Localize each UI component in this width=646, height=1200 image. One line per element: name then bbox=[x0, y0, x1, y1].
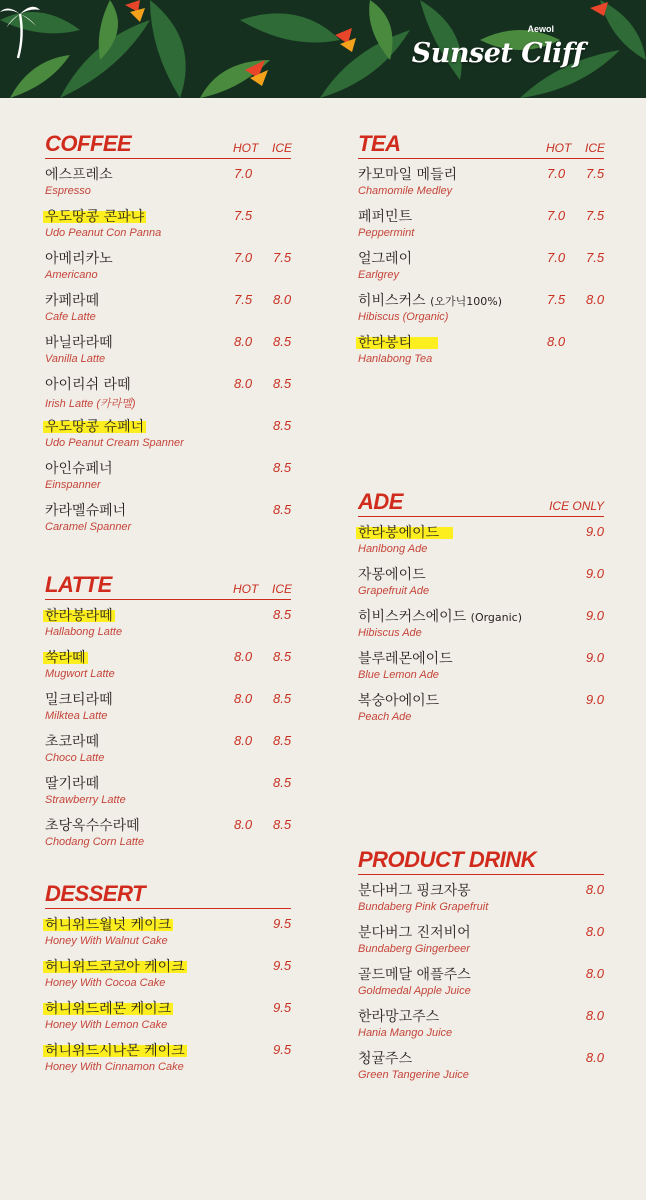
latte-header bbox=[45, 567, 291, 600]
item-name-en: Bundaberg Pink Grapefruit bbox=[358, 901, 489, 913]
price-hot: 7.5 bbox=[234, 208, 253, 223]
price-ice: 8.5 bbox=[273, 733, 292, 748]
dessert-section bbox=[45, 876, 291, 1077]
item-name-en: Hania Mango Juice bbox=[358, 1027, 453, 1039]
item-name-en: Goldmedal Apple Juice bbox=[358, 985, 471, 997]
price-hot: 8.0 bbox=[234, 817, 253, 832]
item-tag: (Organic) bbox=[470, 611, 523, 624]
price-ice: 8.0 bbox=[273, 292, 292, 307]
dessert-header bbox=[45, 876, 291, 909]
price: 9.5 bbox=[273, 1000, 292, 1015]
item-name-en: Honey With Cocoa Cake bbox=[45, 977, 166, 989]
ice-label: ICE bbox=[272, 141, 293, 155]
price-hot: 7.0 bbox=[547, 166, 566, 181]
left-column bbox=[45, 126, 291, 1077]
item-name-kr: 우도땅콩 슈페너 bbox=[43, 416, 146, 436]
item-name-kr: 에스프레소 bbox=[45, 167, 113, 183]
item-name-en: Strawberry Latte bbox=[45, 794, 126, 806]
item-name-en: Einspanner bbox=[45, 479, 101, 491]
item-name-en: Vanilla Latte bbox=[45, 353, 106, 365]
price-hot: 8.0 bbox=[547, 334, 566, 349]
item-name-kr: 자몽에이드 bbox=[358, 567, 426, 583]
menu-item bbox=[358, 643, 604, 685]
brand-subtitle: Aewol bbox=[527, 24, 554, 34]
menu-item bbox=[45, 993, 291, 1035]
item-name-en: Espresso bbox=[45, 185, 91, 197]
section-title: COFFEE bbox=[45, 131, 132, 156]
tea-header bbox=[358, 126, 604, 159]
price-ice: 7.5 bbox=[273, 250, 292, 265]
item-name-kr: 아메리카노 bbox=[45, 251, 113, 267]
price-ice: 8.5 bbox=[273, 334, 292, 349]
menu-item bbox=[45, 1035, 291, 1077]
price-ice: 7.5 bbox=[586, 208, 605, 223]
item-name-en: Honey With Lemon Cake bbox=[45, 1019, 168, 1031]
price: 9.5 bbox=[273, 958, 292, 973]
item-name-en: Udo Peanut Cream Spanner bbox=[45, 437, 184, 449]
palm-tree-icon bbox=[0, 0, 40, 60]
product-drink-header bbox=[358, 842, 604, 875]
price-hot: 8.0 bbox=[234, 649, 253, 664]
price-ice: 7.5 bbox=[586, 250, 605, 265]
menu-item bbox=[358, 1001, 604, 1043]
menu-item bbox=[45, 951, 291, 993]
price: 9.0 bbox=[585, 608, 604, 623]
price-ice: 8.5 bbox=[273, 502, 292, 517]
hot-label: HOT bbox=[546, 141, 572, 155]
item-name-en: Blue Lemon Ade bbox=[358, 669, 439, 681]
ice-only-label: ICE ONLY bbox=[549, 499, 604, 513]
item-tag: (오가닉100%) bbox=[430, 295, 502, 308]
price-ice: 8.5 bbox=[273, 775, 292, 790]
menu-item bbox=[358, 875, 604, 917]
item-name-kr: 아이리쉬 라떼 bbox=[45, 377, 131, 393]
item-name-en: Americano bbox=[45, 269, 98, 281]
price-ice: 8.5 bbox=[273, 376, 292, 391]
item-name-en: Hallabong Latte bbox=[45, 626, 123, 638]
item-name-en: Hibiscus Ade bbox=[358, 627, 422, 639]
hot-label: HOT bbox=[233, 582, 259, 596]
item-name-en: Honey With Walnut Cake bbox=[45, 935, 168, 947]
price-ice: 8.5 bbox=[273, 418, 292, 433]
price-hot: 8.0 bbox=[234, 691, 253, 706]
price: 9.0 bbox=[585, 524, 604, 539]
right-column bbox=[358, 126, 604, 1085]
menu-item bbox=[45, 600, 291, 642]
menu-item bbox=[45, 684, 291, 726]
price-hot: 7.0 bbox=[234, 166, 253, 181]
item-name-kr: 분다버그 핑크자몽 bbox=[358, 883, 471, 899]
menu-item bbox=[358, 327, 604, 369]
price: 9.5 bbox=[273, 1042, 292, 1057]
menu-item bbox=[45, 327, 291, 369]
price: 8.0 bbox=[585, 882, 604, 897]
item-name-en: Cafe Latte bbox=[45, 311, 96, 323]
item-name-en: Peppermint bbox=[358, 227, 415, 239]
tea-section bbox=[358, 126, 604, 369]
price: 8.0 bbox=[585, 966, 604, 981]
menu-item bbox=[358, 201, 604, 243]
menu-item bbox=[358, 285, 604, 327]
item-name-kr: 허니위드월넛 케이크 bbox=[43, 914, 173, 934]
tropical-banner bbox=[0, 0, 646, 98]
item-name-kr: 허니위드레몬 케이크 bbox=[43, 998, 173, 1018]
price-ice: 8.0 bbox=[586, 292, 605, 307]
price: 9.0 bbox=[585, 650, 604, 665]
item-name-kr: 한라봉티 bbox=[356, 332, 438, 352]
item-name-en: Honey With Cinnamon Cake bbox=[45, 1061, 184, 1073]
item-name-en: Irish Latte (카라멜) bbox=[45, 398, 136, 410]
coffee-header bbox=[45, 126, 291, 159]
menu-item bbox=[45, 909, 291, 951]
item-name-kr: 초코라떼 bbox=[45, 734, 100, 750]
item-name-en: Hibiscus (Organic) bbox=[358, 311, 449, 323]
item-name-en: Chamomile Medley bbox=[358, 185, 453, 197]
section-title: PRODUCT DRINK bbox=[358, 847, 537, 872]
coffee-section bbox=[45, 126, 291, 537]
section-title: ADE bbox=[358, 489, 403, 514]
item-name-kr: 분다버그 진저비어 bbox=[358, 925, 471, 941]
menu-item bbox=[45, 726, 291, 768]
menu-item bbox=[45, 243, 291, 285]
section-title: LATTE bbox=[45, 572, 112, 597]
price-ice: 8.5 bbox=[273, 607, 292, 622]
item-name-kr: 페퍼민트 bbox=[358, 209, 413, 225]
item-name-en: Green Tangerine Juice bbox=[358, 1069, 469, 1081]
item-name-en: Udo Peanut Con Panna bbox=[45, 227, 162, 239]
price-ice: 8.5 bbox=[273, 817, 292, 832]
section-title: DESSERT bbox=[45, 881, 146, 906]
ice-label: ICE bbox=[272, 582, 293, 596]
menu-item bbox=[45, 768, 291, 810]
menu-item bbox=[45, 411, 291, 453]
price-hot: 7.0 bbox=[234, 250, 253, 265]
section-title: TEA bbox=[358, 131, 401, 156]
menu-item bbox=[45, 453, 291, 495]
item-name-kr: 히비스커스에이드 (Organic) bbox=[358, 609, 523, 625]
ade-header bbox=[358, 484, 604, 517]
item-name-kr: 쑥라떼 bbox=[43, 647, 88, 667]
item-name-en: Caramel Spanner bbox=[45, 521, 132, 533]
item-name-en: Earlgrey bbox=[358, 269, 399, 281]
latte-section bbox=[45, 567, 291, 852]
price-ice: 7.5 bbox=[586, 166, 605, 181]
menu-item bbox=[45, 201, 291, 243]
item-name-kr: 히비스커스 (오가닉100%) bbox=[358, 293, 502, 309]
item-name-en: Chodang Corn Latte bbox=[45, 836, 145, 848]
price-hot: 7.5 bbox=[547, 292, 566, 307]
price: 8.0 bbox=[585, 1008, 604, 1023]
item-name-kr: 한라봉라떼 bbox=[43, 605, 115, 625]
menu-item bbox=[45, 495, 291, 537]
item-name-kr: 딸기라떼 bbox=[45, 776, 100, 792]
item-name-kr: 카라멜슈페너 bbox=[45, 503, 127, 519]
menu-item bbox=[45, 369, 291, 411]
price: 9.5 bbox=[273, 916, 292, 931]
item-name-kr: 초당옥수수라떼 bbox=[45, 818, 140, 834]
menu-item bbox=[45, 810, 291, 852]
price-hot: 8.0 bbox=[234, 733, 253, 748]
menu-item bbox=[358, 917, 604, 959]
brand-logo: Sunset Cliff bbox=[411, 38, 584, 69]
item-name-kr: 허니위드시나몬 케이크 bbox=[43, 1040, 187, 1060]
item-name-kr: 바닐라라떼 bbox=[45, 335, 113, 351]
price: 9.0 bbox=[585, 566, 604, 581]
price-hot: 7.5 bbox=[234, 292, 253, 307]
price-ice: 8.5 bbox=[273, 649, 292, 664]
price-hot: 8.0 bbox=[234, 376, 253, 391]
menu-item bbox=[45, 642, 291, 684]
item-name-kr: 카모마일 메들리 bbox=[358, 167, 458, 183]
menu-item bbox=[45, 159, 291, 201]
price: 8.0 bbox=[585, 1050, 604, 1065]
ice-label: ICE bbox=[585, 141, 606, 155]
menu-item bbox=[358, 601, 604, 643]
item-name-kr: 골드메달 애플주스 bbox=[358, 967, 471, 983]
item-name-en: Milktea Latte bbox=[45, 710, 108, 722]
item-name-kr: 카페라떼 bbox=[45, 293, 100, 309]
item-name-en: Peach Ade bbox=[358, 711, 412, 723]
item-name-kr: 아인슈페너 bbox=[45, 461, 113, 477]
item-name-kr: 허니위드코코아 케이크 bbox=[43, 956, 187, 976]
menu-item bbox=[358, 243, 604, 285]
ade-section bbox=[358, 484, 604, 727]
item-name-kr: 청귤주스 bbox=[358, 1051, 413, 1067]
menu-item bbox=[358, 159, 604, 201]
menu-item bbox=[45, 285, 291, 327]
item-name-en: Choco Latte bbox=[45, 752, 105, 764]
price: 8.0 bbox=[585, 924, 604, 939]
item-name-en: Hanlabong Tea bbox=[358, 353, 433, 365]
menu-item bbox=[358, 517, 604, 559]
item-name-en: Bundaberg Gingerbeer bbox=[358, 943, 470, 955]
item-name-kr: 복숭아에이드 bbox=[358, 693, 440, 709]
price-hot: 7.0 bbox=[547, 208, 566, 223]
item-name-kr: 얼그레이 bbox=[358, 251, 413, 267]
menu-item bbox=[358, 559, 604, 601]
price-hot: 7.0 bbox=[547, 250, 566, 265]
item-name-kr: 우도땅콩 콘파냐 bbox=[43, 206, 146, 226]
price-hot: 8.0 bbox=[234, 334, 253, 349]
menu-item bbox=[358, 1043, 604, 1085]
price: 9.0 bbox=[585, 692, 604, 707]
item-name-en: Hanlbong Ade bbox=[358, 543, 428, 555]
item-name-en: Mugwort Latte bbox=[45, 668, 115, 680]
item-name-kr: 밀크티라떼 bbox=[45, 692, 113, 708]
item-name-kr: 블루레몬에이드 bbox=[358, 651, 453, 667]
item-name-kr: 한라망고주스 bbox=[358, 1009, 440, 1025]
menu-item bbox=[358, 959, 604, 1001]
price-ice: 8.5 bbox=[273, 691, 292, 706]
item-name-en: Grapefruit Ade bbox=[358, 585, 430, 597]
product-drink-section bbox=[358, 842, 604, 1085]
item-name-kr: 한라봉에이드 bbox=[356, 522, 453, 542]
hot-label: HOT bbox=[233, 141, 259, 155]
menu-item bbox=[358, 685, 604, 727]
price-ice: 8.5 bbox=[273, 460, 292, 475]
